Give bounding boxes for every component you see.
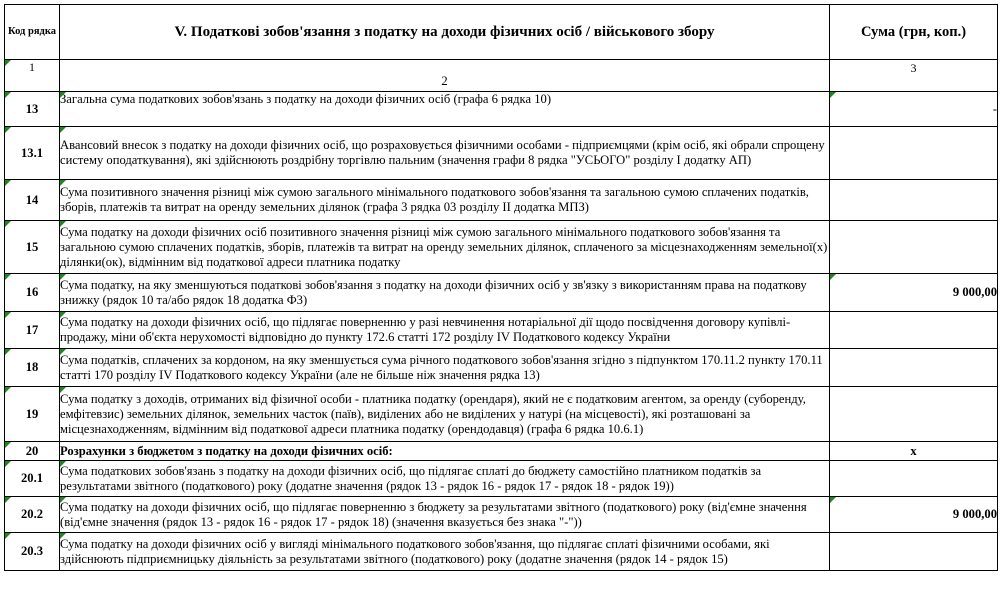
row-code[interactable]: 18 bbox=[5, 349, 60, 387]
comment-marker-icon bbox=[5, 349, 11, 355]
comment-marker-icon bbox=[5, 312, 11, 318]
row-code[interactable]: 19 bbox=[5, 387, 60, 442]
row-description[interactable]: Сума податку на доходи фізичних осіб, що підлягає поверненню у разі невчинення нотаріальної дії щодо посвідчення договору купівлі-продажу, міни об'єкта нерухомості відповідно до пункту 172.6 статті 172 розділу IV Податкового кодексу України bbox=[60, 312, 830, 349]
row-description[interactable]: Загальна сума податкових зобов'язань з податку на доходи фізичних осіб (графа 6 рядка 10) bbox=[60, 92, 830, 127]
row-sum[interactable]: - bbox=[830, 92, 998, 127]
comment-marker-icon bbox=[830, 497, 836, 503]
row-code[interactable]: 14 bbox=[5, 180, 60, 221]
row-sum[interactable] bbox=[830, 387, 998, 442]
section-row bbox=[5, 442, 998, 461]
table-row bbox=[5, 387, 998, 442]
row-description[interactable]: Авансовий внесок з податку на доходи фізичних осіб, що розраховується фізичними особами - підприємцями (крім осіб, які обрали спрощену систему оподаткування), які здійснюють роздрібну торгівлю пальним (значення графи 8 рядка "УСЬОГО" розділу I додатку АП) bbox=[60, 127, 830, 180]
comment-marker-icon bbox=[5, 387, 11, 393]
comment-marker-icon bbox=[5, 497, 11, 503]
row-code[interactable]: 20.2 bbox=[5, 497, 60, 533]
comment-marker-icon bbox=[60, 221, 66, 227]
header-row bbox=[5, 5, 998, 60]
comment-marker-icon bbox=[60, 312, 66, 318]
column-number-1[interactable]: 1 bbox=[5, 60, 60, 92]
sum-column-header: Сума (грн, коп.) bbox=[830, 5, 998, 60]
row-code-header: Код рядка bbox=[5, 5, 60, 60]
row-code[interactable]: 20 bbox=[5, 442, 60, 461]
comment-marker-icon bbox=[60, 533, 66, 539]
row-sum[interactable] bbox=[830, 180, 998, 221]
comment-marker-icon bbox=[60, 92, 66, 98]
table-row bbox=[5, 92, 998, 127]
row-code[interactable]: 13 bbox=[5, 92, 60, 127]
comment-marker-icon bbox=[830, 274, 836, 280]
row-code[interactable]: 20.1 bbox=[5, 461, 60, 497]
comment-marker-icon bbox=[60, 127, 66, 133]
row-description[interactable]: Сума податкових зобов'язань з податку на доходи фізичних осіб, що підлягає сплаті до бюджету самостійно платником податків за результатами звітного (податкового) року (додатне значення (рядок 13 - рядок 16 - рядок 17 - рядок 18 - рядок 19)) bbox=[60, 461, 830, 497]
comment-marker-icon bbox=[830, 92, 836, 98]
row-code[interactable]: 16 bbox=[5, 274, 60, 312]
row-description[interactable]: Сума податку на доходи фізичних осіб позитивного значення різниці між сумою загального мінімального податкового зобов'язання та загальною сумою сплачених податків, зборів, платежів та витрат на оренду земельних ділянок, сплаченого за місцезнаходженням земельної(х) ділянки(ок), відмінним від податкової адреси платника податку bbox=[60, 221, 830, 274]
row-sum[interactable] bbox=[830, 533, 998, 571]
row-description[interactable]: Сума податку на доходи фізичних осіб у вигляді мінімального податкового зобов'язання, що підлягає сплаті фізичними особами, які здійснюють підприємницьку діяльність за результатами звітного (податкового) року (додатне значення (рядок 14 - рядок 15) bbox=[60, 533, 830, 571]
row-description[interactable]: Сума податків, сплачених за кордоном, на яку зменшується сума річного податкового зобов'язання згідно з підпунктом 170.11.2 пункту 170.11 статті 170 розділу IV Податкового кодексу України (але не більше ніж значення рядка 13) bbox=[60, 349, 830, 387]
row-code[interactable]: 17 bbox=[5, 312, 60, 349]
comment-marker-icon bbox=[60, 387, 66, 393]
comment-marker-icon bbox=[5, 442, 11, 448]
row-sum[interactable]: 9 000,00 bbox=[830, 274, 998, 312]
column-number-2[interactable]: 2 bbox=[60, 60, 830, 92]
row-sum[interactable]: 9 000,00 bbox=[830, 497, 998, 533]
comment-marker-icon bbox=[5, 533, 11, 539]
section-title: V. Податкові зобов'язання з податку на доходи фізичних осіб / військового збору bbox=[60, 5, 830, 60]
row-sum[interactable] bbox=[830, 461, 998, 497]
row-description[interactable]: Сума податку з доходів, отриманих від фізичної особи - платника податку (орендаря), який не є податковим агентом, за оренду (суборенду, емфітевзис) земельних ділянок, земельних часток (паїв), виділених або не виділених у натурі (на місцевості), які розташовані за місцезнаходженням, відмінним від податкової адреси платника податку (орендодавця) (графа 6 рядка 10.6.1) bbox=[60, 387, 830, 442]
row-sum[interactable] bbox=[830, 312, 998, 349]
table-row bbox=[5, 461, 998, 497]
row-sum[interactable] bbox=[830, 349, 998, 387]
comment-marker-icon bbox=[60, 497, 66, 503]
comment-marker-icon bbox=[5, 221, 11, 227]
table-row bbox=[5, 180, 998, 221]
comment-marker-icon bbox=[60, 180, 66, 186]
row-description[interactable]: Сума позитивного значення різниці між сумою загального мінімального податкового зобов'язання та загальною сумою сплачених податків, зборів, платежів та витрат на оренду земельних ділянок (графа 3 рядка 03 розділу II додатка МПЗ) bbox=[60, 180, 830, 221]
section-heading: Розрахунки з бюджетом з податку на доходи фізичних осіб: bbox=[60, 442, 830, 461]
row-sum: x bbox=[830, 442, 998, 461]
comment-marker-icon bbox=[5, 92, 11, 98]
row-sum[interactable] bbox=[830, 221, 998, 274]
comment-marker-icon bbox=[60, 349, 66, 355]
column-number-3[interactable]: 3 bbox=[830, 60, 998, 92]
table-row bbox=[5, 533, 998, 571]
column-number-row bbox=[5, 60, 998, 92]
tax-liabilities-table bbox=[4, 4, 998, 571]
table-row bbox=[5, 497, 998, 533]
comment-marker-icon bbox=[60, 461, 66, 467]
row-code[interactable]: 20.3 bbox=[5, 533, 60, 571]
row-code[interactable]: 13.1 bbox=[5, 127, 60, 180]
comment-marker-icon bbox=[5, 127, 11, 133]
table-row bbox=[5, 312, 998, 349]
comment-marker-icon bbox=[5, 60, 11, 66]
row-sum[interactable] bbox=[830, 127, 998, 180]
table-row bbox=[5, 349, 998, 387]
table-row bbox=[5, 221, 998, 274]
table-row bbox=[5, 127, 998, 180]
comment-marker-icon bbox=[60, 274, 66, 280]
table-row bbox=[5, 274, 998, 312]
comment-marker-icon bbox=[5, 274, 11, 280]
row-description[interactable]: Сума податку, на яку зменшуються податкові зобов'язання з податку на доходи фізичних осіб у зв'язку з використанням права на податкову знижку (рядок 10 та/або рядок 18 додатка Ф3) bbox=[60, 274, 830, 312]
comment-marker-icon bbox=[5, 461, 11, 467]
row-description[interactable]: Сума податку на доходи фізичних осіб, що підлягає поверненню з бюджету за результатами звітного (податкового) року (від'ємне значення (від'ємне значення (рядок 13 - рядок 16 - рядок 17 - рядок 18) (значення вказується без знака "-")) bbox=[60, 497, 830, 533]
comment-marker-icon bbox=[5, 180, 11, 186]
row-code[interactable]: 15 bbox=[5, 221, 60, 274]
